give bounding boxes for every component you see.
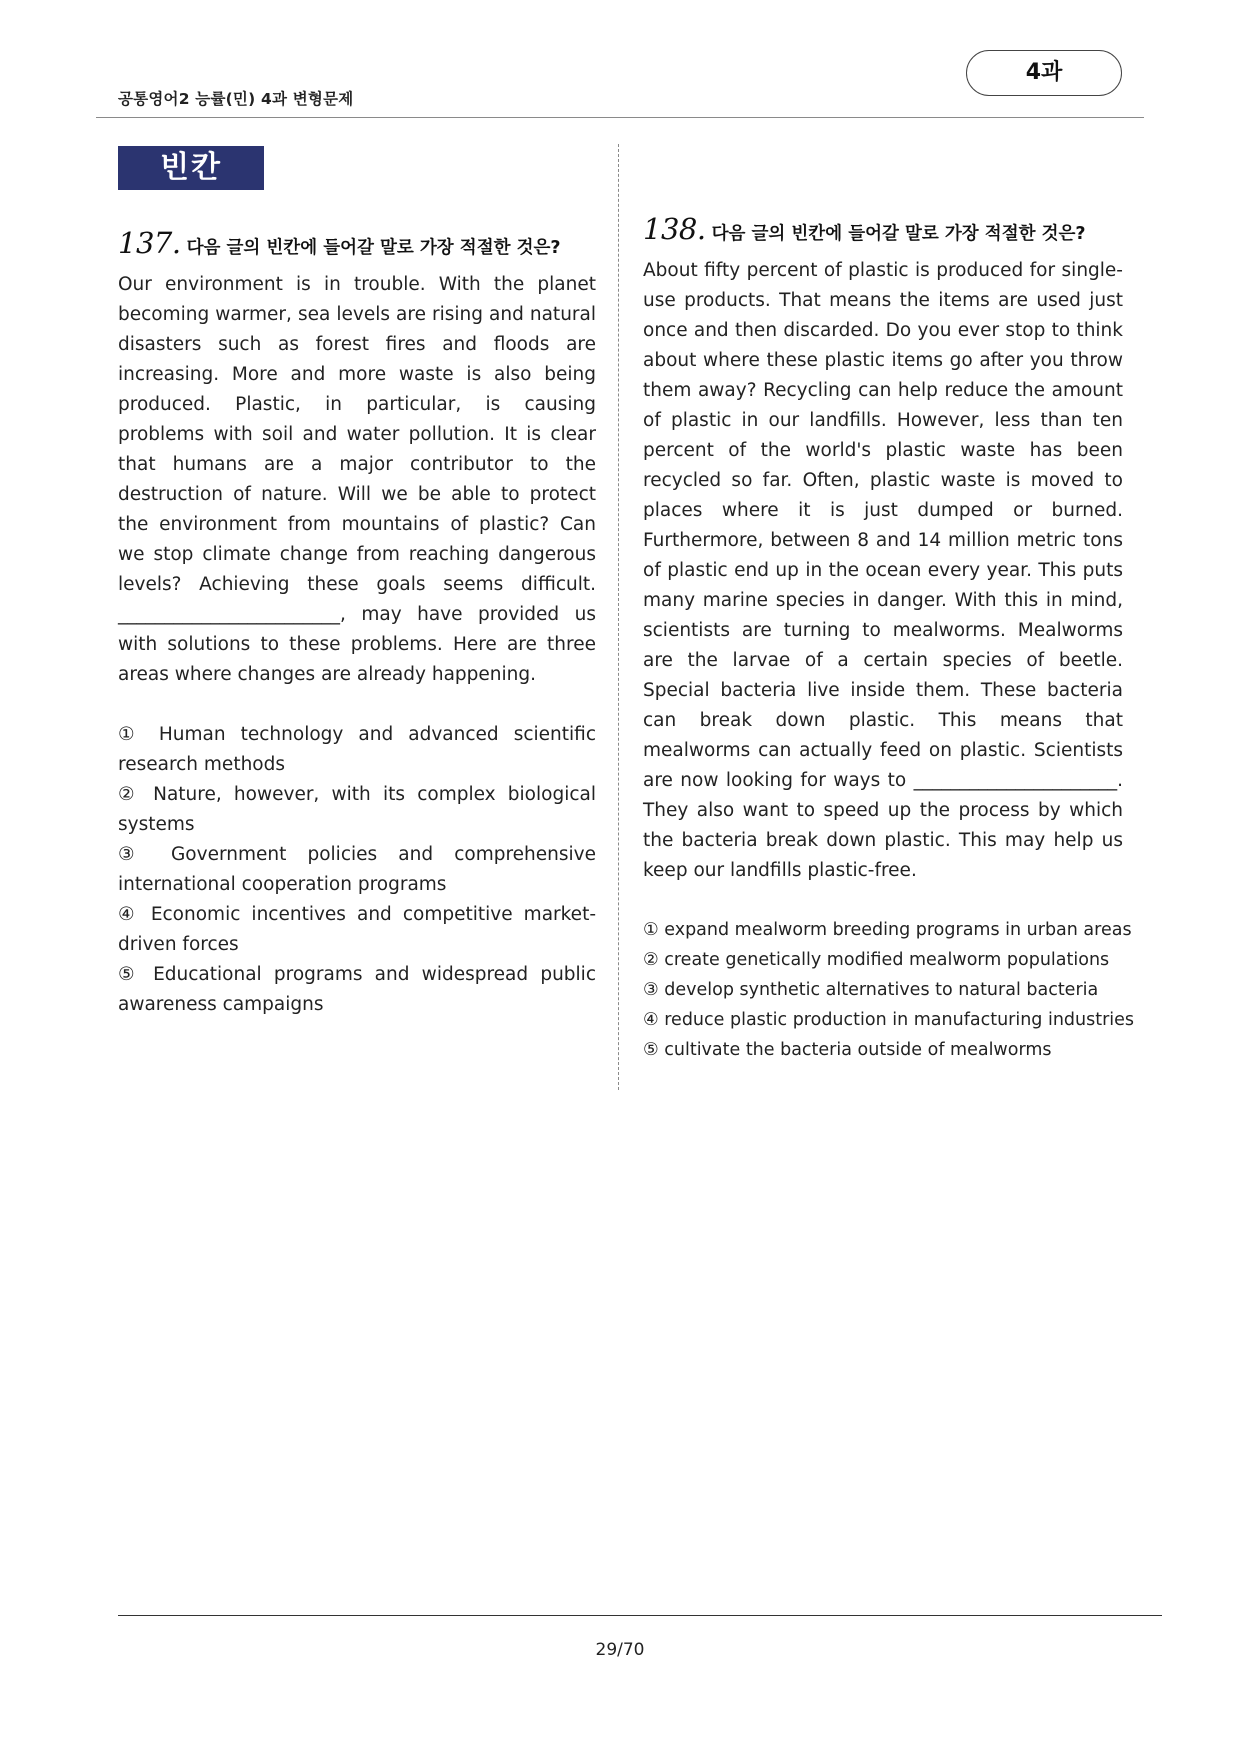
option-1[interactable]: ① Human technology and advanced scientific research methods	[118, 724, 596, 775]
option-2[interactable]: ② create genetically modified mealworm populations	[643, 950, 1110, 970]
question-137-passage: Our environment is in trouble. With the planet becoming warmer, sea levels are rising and natural disasters such as forest fires and floods are increasing. More and more waste is also being produced. Plastic, in particular, is causing problems with soil and water pollution. It is clear that humans are a major contributor to the destruction of nature. Will we be able to protect the environment from mountains of plastic? Can we stop climate change from reaching dangerous levels? Achieving these goals seems difficult. ________________________, may have provided us with solutions to these problems. Here are three areas where changes are already happening.	[118, 274, 596, 685]
option-4[interactable]: ④ reduce plastic production in manufacturing industries	[643, 1010, 1135, 1030]
question-prompt: 다음 글의 빈칸에 들어갈 말로 가장 적절한 것은?	[711, 224, 1086, 244]
question-number: 137.	[118, 226, 181, 260]
option-4[interactable]: ④ Economic incentives and competitive market-driven forces	[118, 904, 596, 955]
option-3[interactable]: ③ Government policies and comprehensive international cooperation programs	[118, 844, 596, 895]
footer-divider	[118, 1615, 1162, 1616]
question-prompt: 다음 글의 빈칸에 들어갈 말로 가장 적절한 것은?	[186, 238, 561, 258]
question-138-passage: About fifty percent of plastic is produced for single-use products. That means the items are used just once and then discarded. Do you ever stop to think about where these plastic items go after you throw them away? Recycling can help reduce the amount of plastic in our landfills. However, less than ten percent of the world's plastic waste has been recycled so far. Often, plastic waste is moved to places where it is just dumped or burned. Furthermore, between 8 and 14 million metric tons of plastic end up in the ocean every year. This puts many marine species in danger. With this in mind, scientists are turning to mealworms. Mealworms are the larvae of a certain species of beetle. Special bacteria live inside them. These bacteria can break down plastic. This means that mealworms can actually feed on plastic. Scientists are now looking for ways to ______________________. They also want to speed up the process by which the bacteria break down plastic. This may help us keep our landfills plastic-free.	[643, 260, 1123, 881]
question-137-options	[118, 720, 596, 1020]
option-2[interactable]: ② Nature, however, with its complex biological systems	[118, 784, 596, 835]
header-divider	[96, 117, 1144, 118]
option-1[interactable]: ① expand mealworm breeding programs in urban areas	[643, 920, 1132, 940]
option-5[interactable]: ⑤ cultivate the bacteria outside of mealworms	[643, 1040, 1052, 1060]
section-label: 빈칸	[118, 146, 264, 190]
question-138-heading	[643, 212, 1123, 246]
column-divider	[618, 144, 619, 1090]
option-5[interactable]: ⑤ Educational programs and widespread public awareness campaigns	[118, 964, 596, 1015]
option-3[interactable]: ③ develop synthetic alternatives to natural bacteria	[643, 980, 1099, 1000]
question-137-heading	[118, 226, 596, 260]
lesson-badge: 4과	[966, 50, 1122, 96]
question-138-options	[643, 915, 1135, 1065]
document-header-title: 공통영어2 능률(민) 4과 변형문제	[118, 90, 354, 108]
question-number: 138.	[643, 212, 706, 246]
page-number: 29/70	[595, 1640, 645, 1660]
